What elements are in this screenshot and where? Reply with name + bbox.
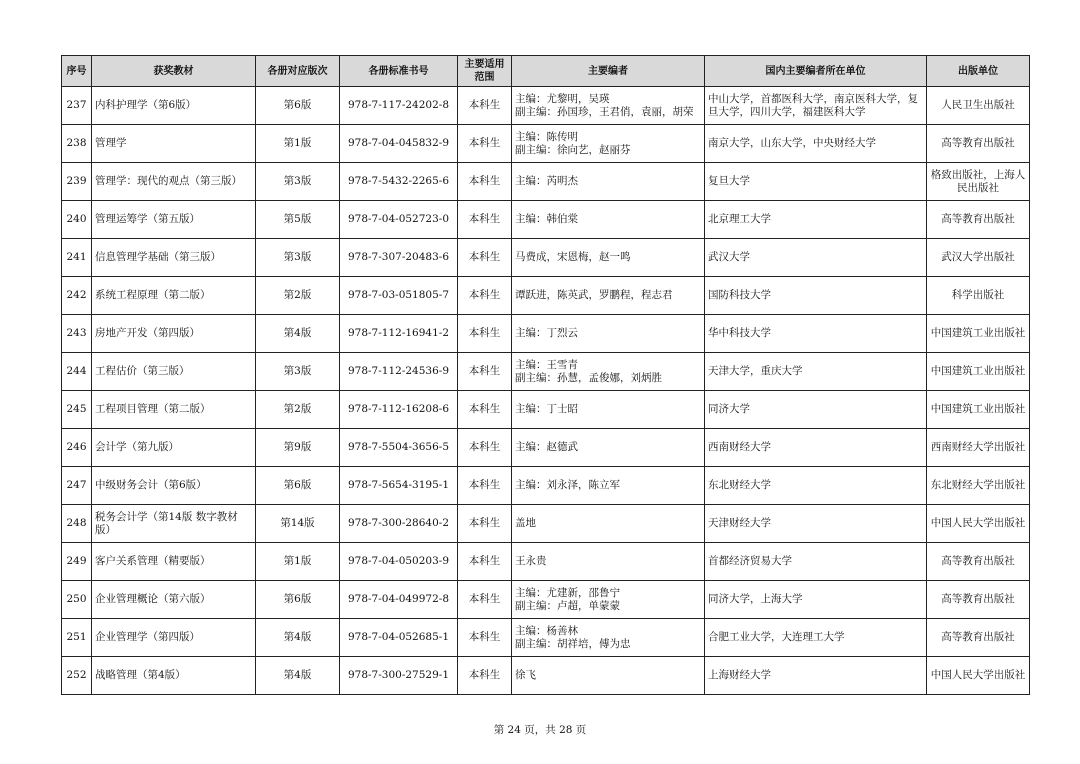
cell-isbn: 978-7-307-20483-6 bbox=[340, 239, 458, 277]
table-row bbox=[62, 429, 1030, 467]
cell-publisher: 东北财经大学出版社 bbox=[927, 467, 1030, 505]
cell-edition: 第6版 bbox=[256, 87, 340, 125]
table-row bbox=[62, 657, 1030, 695]
cell-unit: 华中科技大学 bbox=[705, 315, 927, 353]
cell-textbook: 客户关系管理（精要版） bbox=[92, 543, 256, 581]
cell-publisher: 中国建筑工业出版社 bbox=[927, 315, 1030, 353]
cell-isbn: 978-7-04-052723-0 bbox=[340, 201, 458, 239]
cell-editors: 主编：陈传明 副主编：徐向艺，赵丽芬 bbox=[512, 125, 705, 163]
cell-seq: 252 bbox=[62, 657, 92, 695]
cell-scope: 本科生 bbox=[458, 277, 512, 315]
cell-unit: 中山大学，首都医科大学，南京医科大学，复旦大学，四川大学，福建医科大学 bbox=[705, 87, 927, 125]
cell-edition: 第4版 bbox=[256, 315, 340, 353]
cell-scope: 本科生 bbox=[458, 353, 512, 391]
cell-edition: 第2版 bbox=[256, 277, 340, 315]
cell-scope: 本科生 bbox=[458, 505, 512, 543]
cell-unit: 同济大学 bbox=[705, 391, 927, 429]
cell-isbn: 978-7-300-28640-2 bbox=[340, 505, 458, 543]
header-publisher: 出版单位 bbox=[927, 56, 1030, 87]
cell-publisher: 科学出版社 bbox=[927, 277, 1030, 315]
cell-edition: 第6版 bbox=[256, 581, 340, 619]
cell-publisher: 格致出版社，上海人民出版社 bbox=[927, 163, 1030, 201]
cell-publisher: 人民卫生出版社 bbox=[927, 87, 1030, 125]
table-row bbox=[62, 163, 1030, 201]
cell-textbook: 企业管理概论（第六版） bbox=[92, 581, 256, 619]
cell-scope: 本科生 bbox=[458, 125, 512, 163]
cell-textbook: 工程估价（第三版） bbox=[92, 353, 256, 391]
table-row bbox=[62, 87, 1030, 125]
cell-editors: 主编：芮明杰 bbox=[512, 163, 705, 201]
cell-unit: 武汉大学 bbox=[705, 239, 927, 277]
cell-unit: 天津财经大学 bbox=[705, 505, 927, 543]
cell-unit: 首都经济贸易大学 bbox=[705, 543, 927, 581]
cell-scope: 本科生 bbox=[458, 543, 512, 581]
cell-publisher: 中国建筑工业出版社 bbox=[927, 391, 1030, 429]
cell-isbn: 978-7-04-052685-1 bbox=[340, 619, 458, 657]
cell-editors: 主编：韩伯棠 bbox=[512, 201, 705, 239]
cell-editors: 主编：尤黎明，吴瑛 副主编：孙国珍，王君俏，袁丽，胡荣 bbox=[512, 87, 705, 125]
cell-unit: 天津大学，重庆大学 bbox=[705, 353, 927, 391]
cell-unit: 西南财经大学 bbox=[705, 429, 927, 467]
cell-isbn: 978-7-5654-3195-1 bbox=[340, 467, 458, 505]
cell-edition: 第14版 bbox=[256, 505, 340, 543]
table-row bbox=[62, 391, 1030, 429]
cell-edition: 第9版 bbox=[256, 429, 340, 467]
page-footer: 第 24 页，共 28 页 bbox=[493, 724, 587, 736]
cell-unit: 复旦大学 bbox=[705, 163, 927, 201]
award-table bbox=[61, 55, 1030, 695]
cell-edition: 第5版 bbox=[256, 201, 340, 239]
cell-isbn: 978-7-117-24202-8 bbox=[340, 87, 458, 125]
cell-publisher: 高等教育出版社 bbox=[927, 543, 1030, 581]
cell-isbn: 978-7-5504-3656-5 bbox=[340, 429, 458, 467]
cell-editors: 主编：赵德武 bbox=[512, 429, 705, 467]
cell-editors: 王永贵 bbox=[512, 543, 705, 581]
cell-textbook: 中级财务会计（第6版） bbox=[92, 467, 256, 505]
cell-seq: 249 bbox=[62, 543, 92, 581]
cell-seq: 246 bbox=[62, 429, 92, 467]
cell-editors: 主编：王雪青 副主编：孙慧，孟俊娜，刘炳胜 bbox=[512, 353, 705, 391]
cell-editors: 主编：杨善林 副主编：胡祥培，傅为忠 bbox=[512, 619, 705, 657]
cell-isbn: 978-7-112-24536-9 bbox=[340, 353, 458, 391]
cell-isbn: 978-7-03-051805-7 bbox=[340, 277, 458, 315]
cell-seq: 243 bbox=[62, 315, 92, 353]
cell-seq: 239 bbox=[62, 163, 92, 201]
header-editors: 主要编者 bbox=[512, 56, 705, 87]
cell-edition: 第1版 bbox=[256, 543, 340, 581]
cell-editors: 主编：刘永泽，陈立军 bbox=[512, 467, 705, 505]
cell-textbook: 税务会计学（第14版 数字教材版） bbox=[92, 505, 256, 543]
cell-isbn: 978-7-112-16208-6 bbox=[340, 391, 458, 429]
cell-editors: 主编：丁烈云 bbox=[512, 315, 705, 353]
cell-unit: 东北财经大学 bbox=[705, 467, 927, 505]
table-row bbox=[62, 125, 1030, 163]
cell-scope: 本科生 bbox=[458, 657, 512, 695]
cell-publisher: 高等教育出版社 bbox=[927, 619, 1030, 657]
table-row bbox=[62, 543, 1030, 581]
cell-scope: 本科生 bbox=[458, 429, 512, 467]
cell-seq: 241 bbox=[62, 239, 92, 277]
cell-edition: 第2版 bbox=[256, 391, 340, 429]
cell-textbook: 管理运筹学（第五版） bbox=[92, 201, 256, 239]
cell-textbook: 战略管理（第4版） bbox=[92, 657, 256, 695]
cell-editors: 盖地 bbox=[512, 505, 705, 543]
cell-edition: 第3版 bbox=[256, 163, 340, 201]
cell-scope: 本科生 bbox=[458, 467, 512, 505]
cell-seq: 248 bbox=[62, 505, 92, 543]
table-row bbox=[62, 277, 1030, 315]
cell-scope: 本科生 bbox=[458, 391, 512, 429]
cell-unit: 合肥工业大学，大连理工大学 bbox=[705, 619, 927, 657]
cell-publisher: 中国人民大学出版社 bbox=[927, 505, 1030, 543]
cell-textbook: 管理学 bbox=[92, 125, 256, 163]
table-row bbox=[62, 619, 1030, 657]
cell-seq: 245 bbox=[62, 391, 92, 429]
header-isbn: 各册标准书号 bbox=[340, 56, 458, 87]
cell-publisher: 西南财经大学出版社 bbox=[927, 429, 1030, 467]
cell-scope: 本科生 bbox=[458, 87, 512, 125]
cell-publisher: 中国建筑工业出版社 bbox=[927, 353, 1030, 391]
table-header-row bbox=[62, 56, 1030, 87]
cell-seq: 237 bbox=[62, 87, 92, 125]
cell-publisher: 高等教育出版社 bbox=[927, 125, 1030, 163]
cell-edition: 第6版 bbox=[256, 467, 340, 505]
cell-publisher: 高等教育出版社 bbox=[927, 581, 1030, 619]
cell-edition: 第4版 bbox=[256, 619, 340, 657]
cell-textbook: 工程项目管理（第二版） bbox=[92, 391, 256, 429]
cell-isbn: 978-7-04-049972-8 bbox=[340, 581, 458, 619]
header-unit: 国内主要编者所在单位 bbox=[705, 56, 927, 87]
cell-edition: 第4版 bbox=[256, 657, 340, 695]
cell-unit: 南京大学，山东大学，中央财经大学 bbox=[705, 125, 927, 163]
header-scope: 主要适用范围 bbox=[458, 56, 512, 87]
cell-textbook: 系统工程原理（第二版） bbox=[92, 277, 256, 315]
cell-seq: 250 bbox=[62, 581, 92, 619]
cell-isbn: 978-7-5432-2265-6 bbox=[340, 163, 458, 201]
cell-unit: 北京理工大学 bbox=[705, 201, 927, 239]
cell-editors: 谭跃进，陈英武，罗鹏程，程志君 bbox=[512, 277, 705, 315]
cell-textbook: 房地产开发（第四版） bbox=[92, 315, 256, 353]
cell-seq: 238 bbox=[62, 125, 92, 163]
cell-scope: 本科生 bbox=[458, 581, 512, 619]
cell-edition: 第3版 bbox=[256, 239, 340, 277]
table-row bbox=[62, 315, 1030, 353]
cell-textbook: 管理学：现代的观点（第三版） bbox=[92, 163, 256, 201]
cell-isbn: 978-7-04-050203-9 bbox=[340, 543, 458, 581]
cell-unit: 同济大学，上海大学 bbox=[705, 581, 927, 619]
cell-editors: 徐飞 bbox=[512, 657, 705, 695]
cell-textbook: 信息管理学基础（第三版） bbox=[92, 239, 256, 277]
cell-editors: 马费成，宋恩梅，赵一鸣 bbox=[512, 239, 705, 277]
cell-seq: 242 bbox=[62, 277, 92, 315]
table-row bbox=[62, 201, 1030, 239]
cell-scope: 本科生 bbox=[458, 163, 512, 201]
cell-scope: 本科生 bbox=[458, 201, 512, 239]
cell-edition: 第3版 bbox=[256, 353, 340, 391]
cell-textbook: 会计学（第九版） bbox=[92, 429, 256, 467]
header-textbook: 获奖教材 bbox=[92, 56, 256, 87]
table-row bbox=[62, 353, 1030, 391]
cell-seq: 251 bbox=[62, 619, 92, 657]
cell-scope: 本科生 bbox=[458, 239, 512, 277]
table-row bbox=[62, 467, 1030, 505]
table-row bbox=[62, 505, 1030, 543]
table-body bbox=[62, 87, 1030, 695]
cell-seq: 240 bbox=[62, 201, 92, 239]
header-edition: 各册对应版次 bbox=[256, 56, 340, 87]
cell-seq: 244 bbox=[62, 353, 92, 391]
cell-scope: 本科生 bbox=[458, 315, 512, 353]
cell-isbn: 978-7-300-27529-1 bbox=[340, 657, 458, 695]
cell-edition: 第1版 bbox=[256, 125, 340, 163]
cell-unit: 国防科技大学 bbox=[705, 277, 927, 315]
cell-editors: 主编：尤建新，邵鲁宁 副主编：卢超，单蒙蒙 bbox=[512, 581, 705, 619]
table-row bbox=[62, 581, 1030, 619]
cell-publisher: 高等教育出版社 bbox=[927, 201, 1030, 239]
cell-textbook: 内科护理学（第6版） bbox=[92, 87, 256, 125]
cell-publisher: 中国人民大学出版社 bbox=[927, 657, 1030, 695]
header-seq: 序号 bbox=[62, 56, 92, 87]
cell-editors: 主编：丁士昭 bbox=[512, 391, 705, 429]
cell-textbook: 企业管理学（第四版） bbox=[92, 619, 256, 657]
cell-isbn: 978-7-112-16941-2 bbox=[340, 315, 458, 353]
cell-publisher: 武汉大学出版社 bbox=[927, 239, 1030, 277]
cell-unit: 上海财经大学 bbox=[705, 657, 927, 695]
cell-seq: 247 bbox=[62, 467, 92, 505]
cell-isbn: 978-7-04-045832-9 bbox=[340, 125, 458, 163]
table-row bbox=[62, 239, 1030, 277]
cell-scope: 本科生 bbox=[458, 619, 512, 657]
